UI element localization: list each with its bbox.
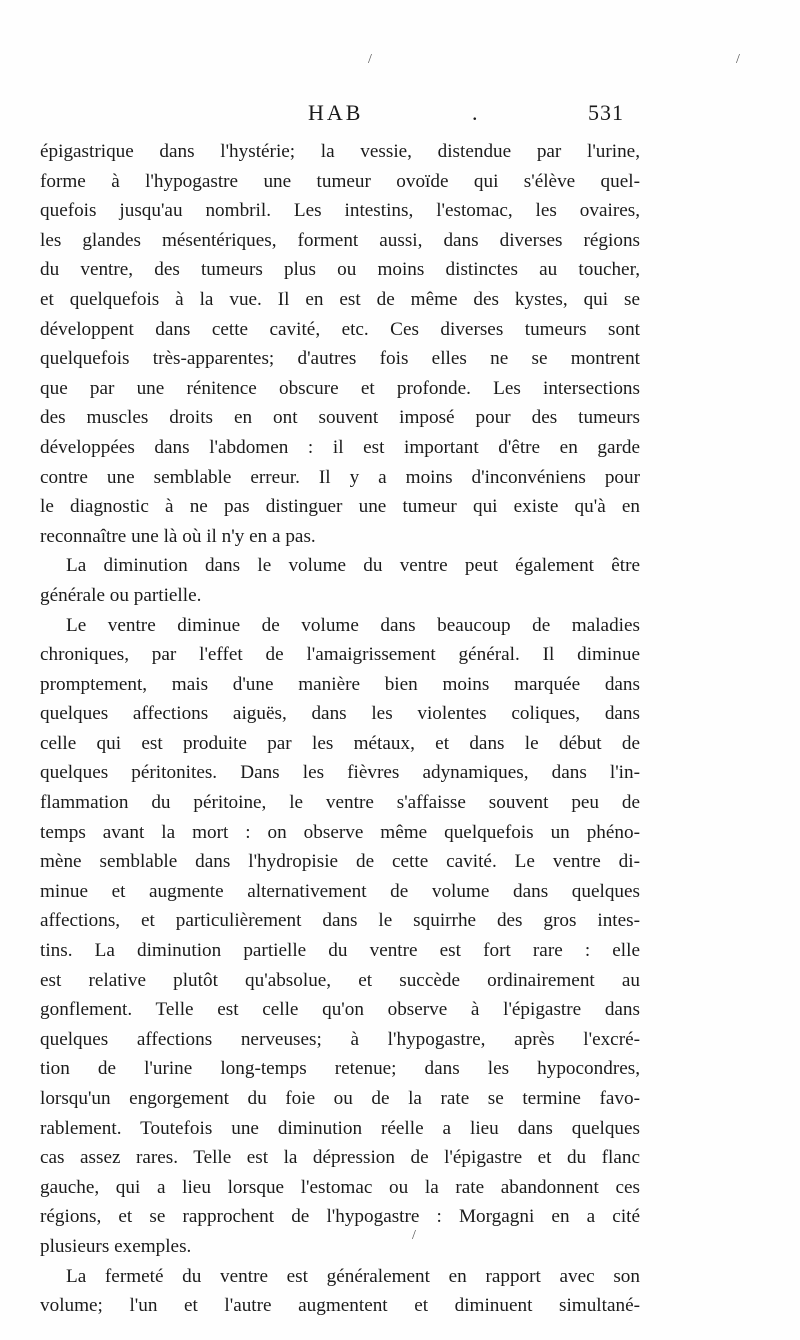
- text-line: régions, et se rapprochent de l'hypogastre : Morgagni en a cité: [40, 1206, 640, 1228]
- text-line: chroniques, par l'effet de l'amaigrissement général. Il diminue: [40, 644, 640, 666]
- text-line: volume; l'un et l'autre augmentent et diminuent simultané-: [40, 1295, 640, 1317]
- text-line: du ventre, des tumeurs plus ou moins distinctes au toucher,: [40, 259, 640, 281]
- text-line: temps avant la mort : on observe même quelquefois un phéno-: [40, 821, 640, 843]
- text-line: celle qui est produite par les métaux, et dans le début de: [40, 732, 640, 754]
- text-line: quefois jusqu'au nombril. Les intestins, l'estomac, les ovaires,: [40, 200, 640, 222]
- text-line: cas assez rares. Telle est la dépression de l'épigastre et du flanc: [40, 1147, 640, 1169]
- running-head: HAB: [308, 100, 364, 125]
- text-line: tins. La diminution partielle du ventre est fort rare : elle: [40, 940, 640, 962]
- text-line: que par une rénitence obscure et profonde. Les intersections: [40, 377, 640, 399]
- text-line: gauche, qui a lieu lorsque l'estomac ou la rate abandonnent ces: [40, 1176, 640, 1198]
- text-line: La fermeté du ventre est généralement en rapport avec son: [66, 1265, 640, 1287]
- text-line: quelques péritonites. Dans les fièvres adynamiques, dans l'in-: [40, 762, 640, 784]
- page-header: [40, 100, 640, 130]
- text-line: flammation du péritoine, le ventre s'affaisse souvent peu de: [40, 792, 640, 814]
- text-line: développent dans cette cavité, etc. Ces diverses tumeurs sont: [40, 318, 640, 340]
- text-line: est relative plutôt qu'absolue, et succède ordinairement au: [40, 969, 640, 991]
- text-line: plusieurs exemples.: [40, 1235, 192, 1257]
- text-line: contre une semblable erreur. Il y a moins d'inconvéniens pour: [40, 466, 640, 488]
- margin-mark-top-right: /: [736, 52, 740, 67]
- text-line: quelques affections aiguës, dans les violentes coliques, dans: [40, 703, 640, 725]
- text-line: tion de l'urine long-temps retenue; dans les hypocondres,: [40, 1058, 640, 1080]
- text-line: forme à l'hypogastre une tumeur ovoïde qui s'élève quel-: [40, 170, 640, 192]
- text-line: et quelquefois à la vue. Il en est de même des kystes, qui se: [40, 288, 640, 310]
- text-line: mène semblable dans l'hydropisie de cette cavité. Le ventre di-: [40, 851, 640, 873]
- text-line: des muscles droits en ont souvent imposé pour des tumeurs: [40, 407, 640, 429]
- text-line: minue et augmente alternativement de volume dans quelques: [40, 880, 640, 902]
- text-line: épigastrique dans l'hystérie; la vessie, distendue par l'urine,: [40, 141, 640, 162]
- text-line: quelques affections nerveuses; à l'hypogastre, après l'excré-: [40, 1028, 640, 1050]
- text-line: quelquefois très-apparentes; d'autres fois elles ne se montrent: [40, 348, 640, 370]
- text-line: générale ou partielle.: [40, 584, 202, 606]
- page-number: 531: [588, 100, 624, 125]
- text-line: lorsqu'un engorgement du foie ou de la rate se termine favo-: [40, 1088, 640, 1109]
- text-line: les glandes mésentériques, forment aussi, dans diverses régions: [40, 229, 640, 251]
- text-line: promptement, mais d'une manière bien moins marquée dans: [40, 673, 640, 695]
- text-line: développées dans l'abdomen : il est important d'être en garde: [40, 436, 640, 458]
- text-line: gonflement. Telle est celle qu'on observe à l'épigastre dans: [40, 999, 640, 1021]
- header-separator: .: [472, 100, 478, 125]
- text-line: affections, et particulièrement dans le squirrhe des gros intes-: [40, 910, 640, 932]
- margin-mark-top: /: [368, 52, 372, 67]
- text-line: La diminution dans le volume du ventre peut également être: [66, 555, 640, 577]
- text-line: rablement. Toutefois une diminution réelle a lieu dans quelques: [40, 1117, 640, 1139]
- body-text: [40, 137, 640, 1321]
- text-line: Le ventre diminue de volume dans beaucoup de maladies: [66, 614, 640, 636]
- margin-mark-bottom: /: [412, 1228, 416, 1243]
- text-line: le diagnostic à ne pas distinguer une tumeur qui existe qu'à en: [40, 496, 640, 518]
- text-line: reconnaître une là où il n'y en a pas.: [40, 525, 316, 547]
